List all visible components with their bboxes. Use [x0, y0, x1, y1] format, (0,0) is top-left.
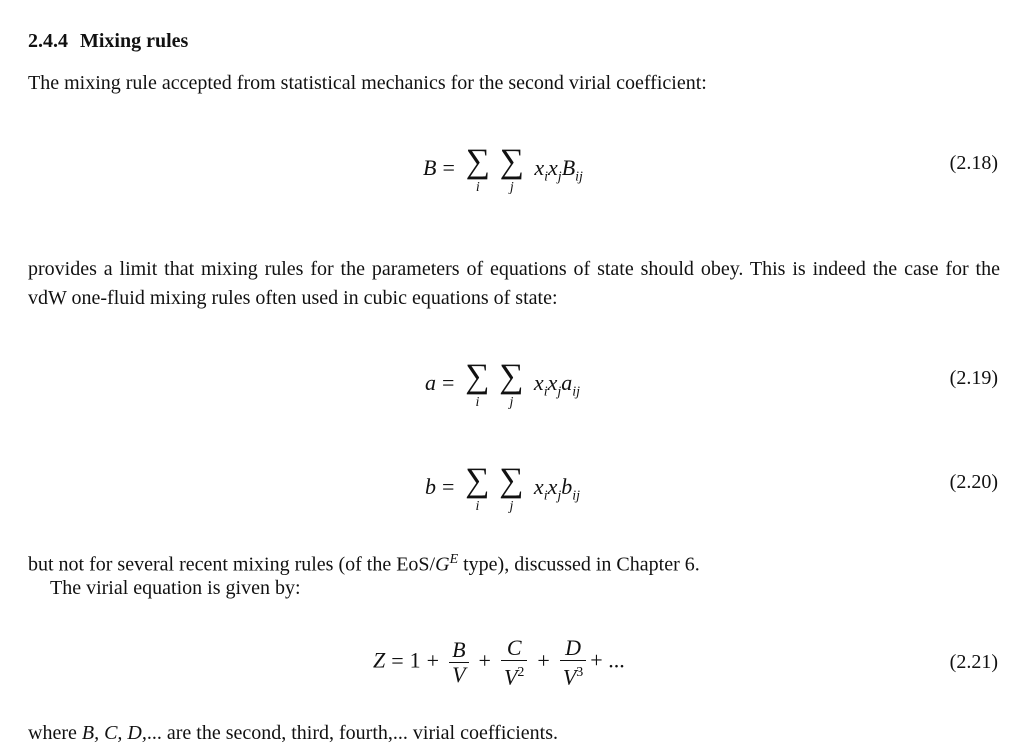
paragraph-recent-rules: but not for several recent mixing rules (of the EoS/$G^E$ type), discussed in Chapter 6.: [28, 552, 700, 576]
sum-over-i: [461, 145, 495, 195]
sum-over-i: [460, 360, 494, 410]
fraction-c-over-v2: $\frac{C}{V^2}$: [501, 636, 527, 689]
eq-lhs: a: [425, 370, 436, 396]
equation-2-21: [373, 636, 625, 689]
term-coefficient: $b_{ij}$: [561, 474, 581, 504]
eq-constant: 1: [409, 647, 421, 673]
sum-index: j: [509, 180, 514, 195]
equals-sign: =: [391, 647, 404, 673]
plus-sign: +: [426, 647, 440, 673]
eq-lhs: B: [423, 155, 437, 181]
paragraph-coefficients: where B, C, D,... are the second, third, fourth,... virial coefficients.: [28, 722, 559, 744]
sum-index: j: [509, 395, 514, 410]
equation-2-20: [425, 464, 580, 514]
sigma-symbol: ∑: [499, 462, 524, 499]
term-x-j: $x_j$: [548, 155, 562, 185]
section-title: Mixing rules: [80, 30, 189, 52]
sigma-symbol: ∑: [499, 358, 524, 395]
term-x-i: $x_i$: [534, 155, 549, 185]
series-continuation: + ...: [590, 647, 625, 673]
sum-over-j: [494, 464, 528, 514]
sum-index: i: [475, 395, 480, 410]
sigma-symbol: ∑: [465, 358, 490, 395]
eq-lhs: b: [425, 474, 436, 500]
sigma-symbol: ∑: [465, 143, 490, 180]
term-x-i: $x_i$: [533, 370, 548, 400]
term-coefficient: $a_{ij}$: [561, 370, 581, 400]
plus-sign: +: [478, 647, 491, 673]
equals-sign: =: [442, 474, 455, 500]
sigma-symbol: ∑: [465, 462, 490, 499]
term-x-j: $x_j$: [547, 474, 562, 504]
term-x-j: $x_j$: [547, 370, 562, 400]
fraction-b-over-v: $\frac{B}{V}$: [449, 638, 468, 687]
sum-index: i: [475, 180, 480, 195]
equals-sign: =: [442, 155, 455, 181]
equation-number: (2.20): [949, 471, 998, 493]
equation-number: (2.19): [949, 367, 998, 389]
sum-index: j: [509, 499, 514, 514]
section-number: 2.4.4: [28, 30, 68, 52]
equation-number: (2.21): [949, 651, 998, 673]
sum-over-i: [460, 464, 494, 514]
section-heading: [28, 30, 188, 53]
sum-index: i: [475, 499, 480, 514]
equation-2-18: [423, 145, 583, 195]
eq-lhs: Z: [373, 647, 386, 673]
sum-over-j: [494, 360, 528, 410]
plus-sign: +: [537, 647, 550, 673]
sum-over-j: [495, 145, 529, 195]
paragraph-virial-intro: The virial equation is given by:: [50, 577, 301, 599]
paragraph-intro: The mixing rule accepted from statistical mechanics for the second virial coefficient:: [28, 72, 707, 94]
paragraph-limit: provides a limit that mixing rules for the parameters of equations of state should obey. This is indeed the case for the vdW one-fluid mixing rules often used in cubic equations of state:: [28, 258, 1000, 309]
equation-2-19: [425, 360, 580, 410]
equals-sign: =: [442, 370, 455, 396]
term-x-i: $x_i$: [533, 474, 548, 504]
term-coefficient: $B_{ij}$: [561, 155, 583, 185]
fraction-d-over-v3: $\frac{D}{V^3}$: [560, 636, 586, 689]
equation-number: (2.18): [949, 152, 998, 174]
sigma-symbol: ∑: [499, 143, 524, 180]
